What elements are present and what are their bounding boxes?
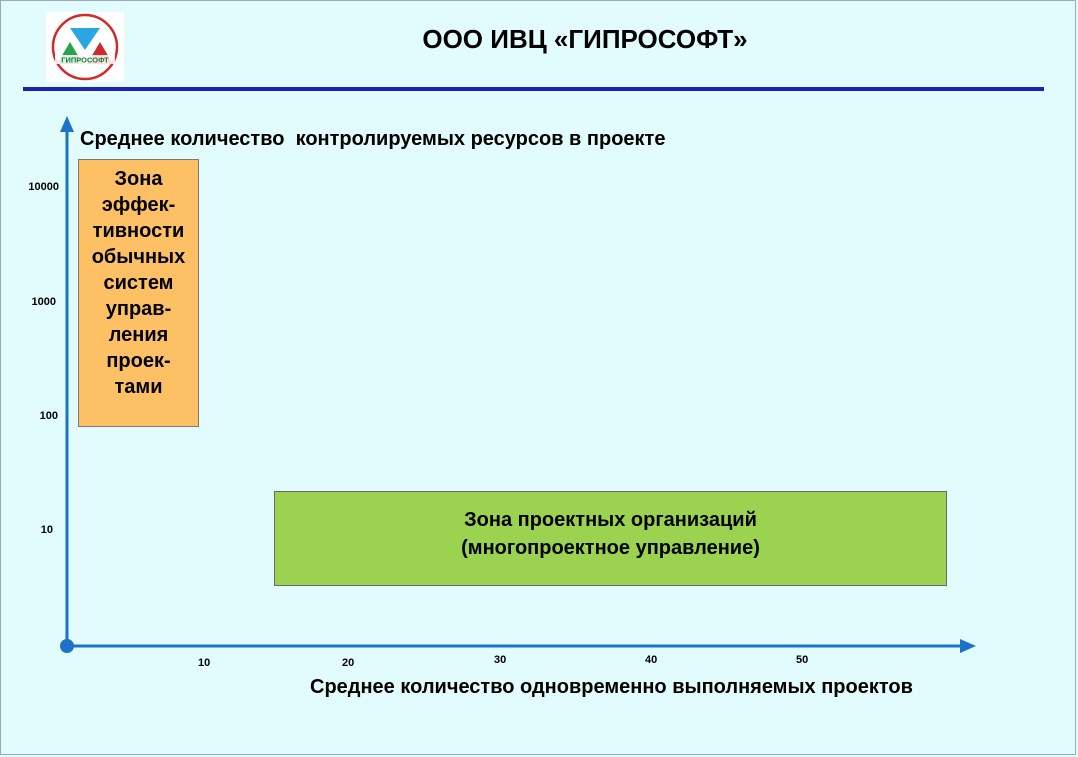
zone-conventional-pm xyxy=(78,159,199,427)
zone-project-organizations-label: Зона проектных организаций (многопроектное управление) xyxy=(461,509,760,559)
x-tick-label: 10 xyxy=(198,657,211,669)
y-axis-arrow xyxy=(60,116,74,132)
y-axis-title: Среднее количество контролируемых ресурсов в проекте xyxy=(80,128,666,150)
x-tick-label: 20 xyxy=(342,657,355,669)
zone-conventional-pm-label: Зона эффек- тивности обычных систем управ- ления проек- тами xyxy=(91,168,186,398)
zone-project-organizations xyxy=(274,491,947,586)
y-tick-label: 100 xyxy=(39,410,58,422)
y-tick-label: 1000 xyxy=(31,296,56,308)
page-title: ООО ИВЦ «ГИПРОСОФТ» xyxy=(422,24,748,54)
axis-origin xyxy=(60,639,74,653)
y-tick-label: 10000 xyxy=(28,181,59,193)
x-tick-label: 50 xyxy=(796,654,809,666)
x-axis-title: Среднее количество одновременно выполняемых проектов xyxy=(310,676,913,698)
y-tick-label: 10 xyxy=(40,524,53,536)
x-axis-arrow xyxy=(960,639,976,653)
x-tick-label: 40 xyxy=(645,654,658,666)
logo-text: ГИПРОСОФТ xyxy=(61,55,109,65)
x-tick-label: 30 xyxy=(494,654,507,666)
